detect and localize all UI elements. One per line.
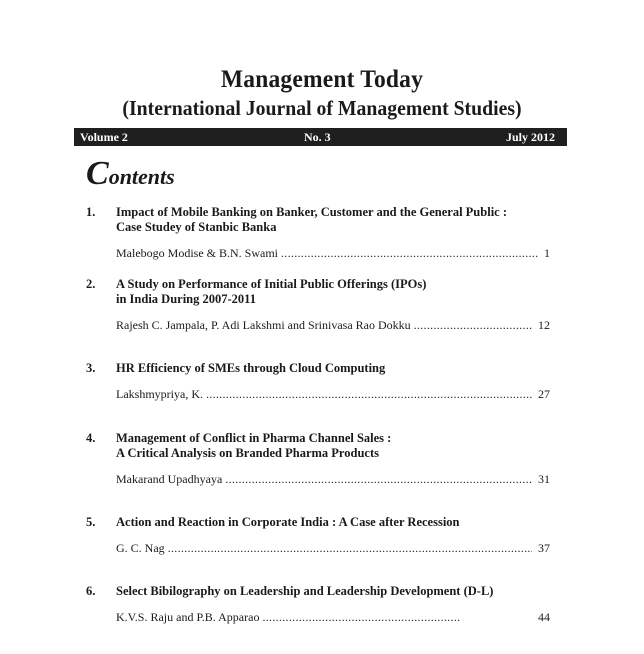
entry-title-line: A Critical Analysis on Branded Pharma Products xyxy=(116,446,379,460)
entry-title-line: Case Studey of Stanbic Banka xyxy=(116,220,277,234)
entry-authors-row xyxy=(116,318,550,333)
entry-title-line: A Study on Performance of Initial Public Offerings (IPOs) xyxy=(116,277,427,291)
issue-date: July 2012 xyxy=(505,130,555,144)
entry-page: 1 xyxy=(544,246,550,260)
contents-heading-initial: C xyxy=(86,155,109,192)
entry-title-line: in India During 2007-2011 xyxy=(116,292,256,306)
contents-heading-rest: ontents xyxy=(108,164,175,189)
entry-page: 31 xyxy=(538,472,550,486)
contents-heading xyxy=(86,156,175,195)
dot-leader xyxy=(281,246,538,261)
entry-title-line: Impact of Mobile Banking on Banker, Customer and the General Public : xyxy=(116,205,507,219)
entry-number: 4. xyxy=(86,431,96,445)
entry-authors-row xyxy=(116,472,550,487)
entry-number: 6. xyxy=(86,584,96,598)
entry-number: 1. xyxy=(86,205,96,219)
dot-leader xyxy=(225,472,532,487)
entry-page: 44 xyxy=(538,610,550,624)
entry-authors: Makarand Upadhyaya xyxy=(116,472,223,486)
journal-subtitle: (International Journal of Management Studies) xyxy=(122,96,522,120)
entry-authors-row xyxy=(116,246,550,261)
entry-title-line: Select Bibilography on Leadership and Leadership Development (D-L) xyxy=(116,584,494,598)
entry-number: 5. xyxy=(86,515,96,529)
entry-title xyxy=(116,431,556,461)
entry-page: 27 xyxy=(538,387,550,401)
entry-authors-row xyxy=(116,610,550,625)
entry-title-line: Management of Conflict in Pharma Channel Sales : xyxy=(116,431,392,445)
entry-title xyxy=(116,277,556,307)
dot-leader xyxy=(206,387,532,402)
entry-authors: Lakshmypriya, K. xyxy=(116,387,203,401)
entry-authors: K.V.S. Raju and P.B. Apparao xyxy=(116,610,260,624)
entry-title xyxy=(116,205,556,235)
journal-title: Management Today xyxy=(220,66,424,93)
dot-leader xyxy=(262,610,460,625)
issue-bar xyxy=(74,128,567,146)
dot-leader xyxy=(414,318,532,333)
entry-number: 3. xyxy=(86,361,96,375)
entry-title-line: HR Efficiency of SMEs through Cloud Computing xyxy=(116,361,386,375)
entry-authors: G. C. Nag xyxy=(116,541,165,555)
entry-title xyxy=(116,515,556,530)
entry-authors: Malebogo Modise & B.N. Swami xyxy=(116,246,278,260)
issue-volume: Volume 2 xyxy=(80,130,128,144)
entry-page: 12 xyxy=(538,318,550,332)
dot-leader xyxy=(168,541,532,556)
entry-page: 37 xyxy=(538,541,550,555)
entry-authors: Rajesh C. Jampala, P. Adi Lakshmi and Srinivasa Rao Dokku xyxy=(116,318,411,332)
entry-title-line: Action and Reaction in Corporate India : A Case after Recession xyxy=(116,515,460,529)
entry-title xyxy=(116,361,556,376)
entry-number: 2. xyxy=(86,277,96,291)
entry-title xyxy=(116,584,556,599)
entry-authors-row xyxy=(116,387,550,402)
entry-authors-row xyxy=(116,541,550,556)
issue-number: No. 3 xyxy=(304,130,331,144)
